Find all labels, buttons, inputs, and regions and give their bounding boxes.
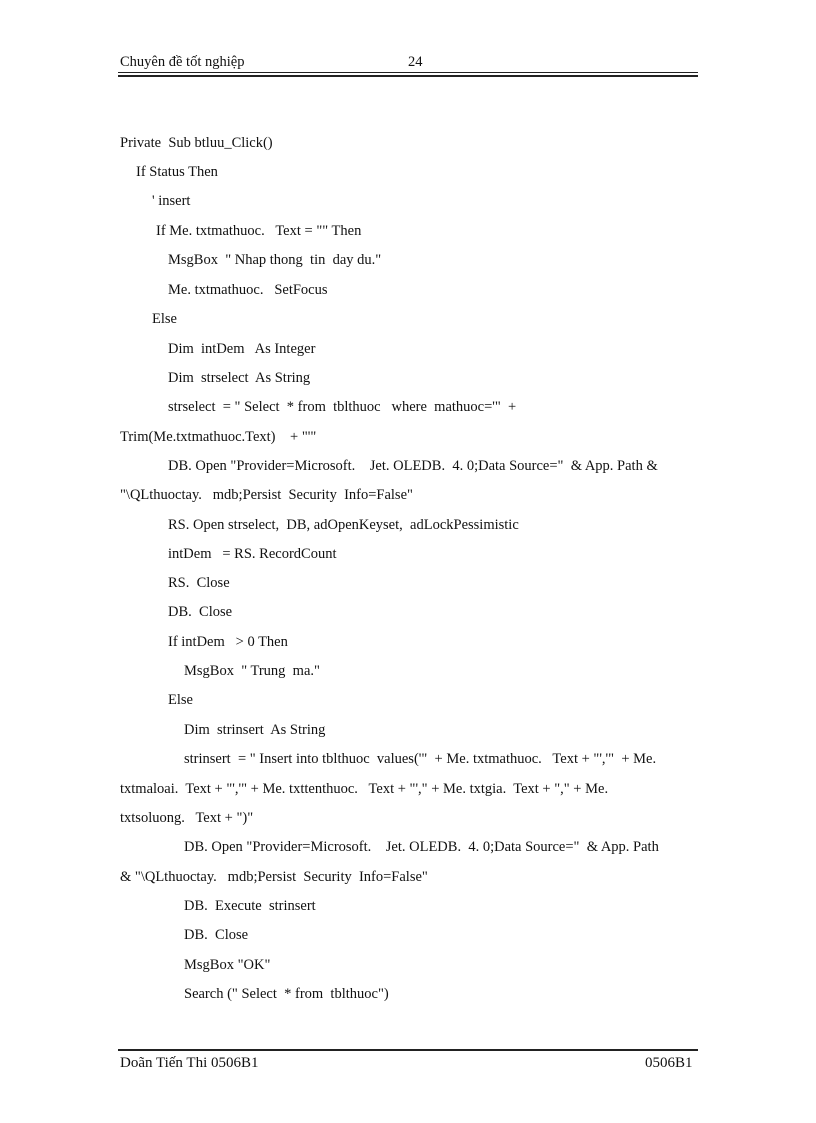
code-line: DB. Open "Provider=Microsoft. Jet. OLEDB. 4. 0;Data Source=" & App. Path & xyxy=(168,458,658,474)
header-title: Chuyên đề tốt nghiệp xyxy=(120,54,245,70)
code-line: DB. Close xyxy=(184,927,249,943)
code-line: DB. Open "Provider=Microsoft. Jet. OLEDB. 4. 0;Data Source=" & App. Path xyxy=(184,839,659,855)
code-line: RS. Open strselect, DB, adOpenKeyset, adLockPessimistic xyxy=(168,517,519,533)
code-line: ' insert xyxy=(152,193,191,209)
code-line: Search (" Select * from tblthuoc") xyxy=(184,986,389,1002)
code-line: Dim strinsert As String xyxy=(184,722,326,738)
code-line: RS. Close xyxy=(168,575,230,591)
code-line: "\QLthuoctay. mdb;Persist Security Info=False" xyxy=(120,487,413,503)
code-line: MsgBox " Nhap thong tin day du." xyxy=(168,252,382,268)
code-line: MsgBox "OK" xyxy=(184,957,271,973)
code-line: Me. txtmathuoc. SetFocus xyxy=(168,282,328,298)
code-line: strinsert = " Insert into tblthuoc values('" + Me. txtmathuoc. Text + "','" + Me. xyxy=(184,751,657,767)
header-rule-thin xyxy=(118,72,698,73)
footer-rule xyxy=(118,1049,698,1051)
code-line: Trim(Me.txtmathuoc.Text) + "'" xyxy=(120,429,317,445)
code-line: If Status Then xyxy=(136,164,218,180)
code-line: Dim strselect As String xyxy=(168,370,311,386)
code-line: Dim intDem As Integer xyxy=(168,341,316,357)
code-line: MsgBox " Trung ma." xyxy=(184,663,320,679)
code-line: txtmaloai. Text + "','" + Me. txttenthuoc. Text + "'," + Me. txtgia. Text + "," + Me. xyxy=(120,781,609,797)
header-rule-thick xyxy=(118,75,698,77)
code-line: intDem = RS. RecordCount xyxy=(168,546,337,562)
code-line: DB. Execute strinsert xyxy=(184,898,316,914)
code-line: Else xyxy=(152,311,177,327)
code-line: Private Sub btluu_Click() xyxy=(120,135,273,151)
code-line: DB. Close xyxy=(168,604,233,620)
code-line: strselect = " Select * from tblthuoc where mathuoc='" + xyxy=(168,399,517,415)
code-line: Else xyxy=(168,692,193,708)
footer-code: 0506B1 xyxy=(645,1055,693,1071)
code-line: If intDem > 0 Then xyxy=(168,634,288,650)
code-line: & "\QLthuoctay. mdb;Persist Security Info=False" xyxy=(120,869,428,885)
page-number: 24 xyxy=(408,54,423,70)
footer-author: Doãn Tiến Thi 0506B1 xyxy=(120,1055,259,1071)
code-line: If Me. txtmathuoc. Text = "" Then xyxy=(156,223,362,239)
code-line: txtsoluong. Text + ")" xyxy=(120,810,254,826)
